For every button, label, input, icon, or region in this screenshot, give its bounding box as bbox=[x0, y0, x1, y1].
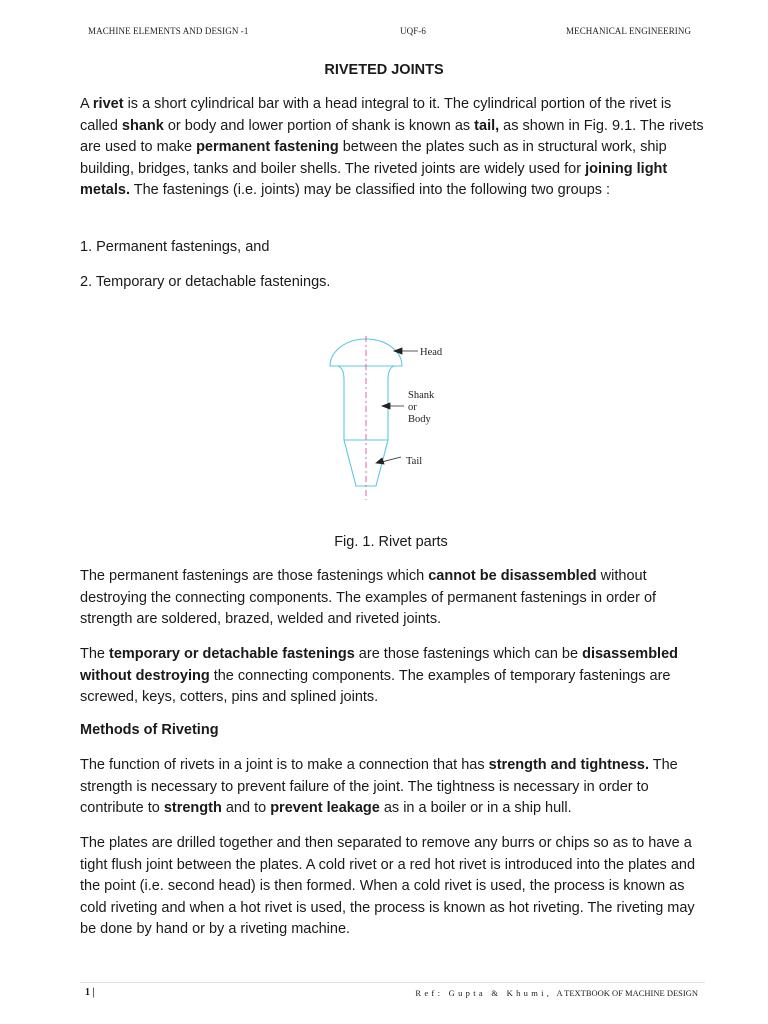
permanent-paragraph: The permanent fastenings are those fastenings which cannot be disassembled without destroying the connecting components. The examples of permanent fastenings in order of strength are soldered, brazed, welded and riveted joints. bbox=[80, 568, 657, 628]
label-or: or bbox=[408, 402, 417, 413]
header-center: UQF-6 bbox=[400, 26, 427, 36]
page-title: RIVETED JOINTS bbox=[324, 62, 444, 78]
label-body: Body bbox=[408, 414, 431, 425]
label-shank: Shank bbox=[408, 390, 435, 401]
label-tail: Tail bbox=[406, 456, 423, 467]
list-item: 2. Temporary or detachable fastenings. bbox=[80, 274, 331, 290]
footer-reference: Ref: Gupta & Khumi, A TEXTBOOK OF MACHINE DESIGN bbox=[415, 988, 698, 998]
header-right: MECHANICAL ENGINEERING bbox=[566, 26, 692, 36]
list-item: 1. Permanent fastenings, and bbox=[80, 239, 270, 255]
header-left: MACHINE ELEMENTS AND DESIGN -1 bbox=[88, 26, 249, 36]
rivet-shank-outline bbox=[338, 366, 394, 440]
rivet-figure bbox=[318, 330, 478, 510]
page-number: 1 | bbox=[85, 987, 95, 998]
temporary-paragraph: The temporary or detachable fastenings are those fastenings which can be disassembled without destroying the connecting components. The examples of temporary fastenings are screwed, keys, cotters, pins and splined joints. bbox=[80, 646, 679, 706]
footer-divider bbox=[80, 982, 705, 983]
figure-caption: Fig. 1. Rivet parts bbox=[334, 534, 448, 550]
intro-paragraph: A rivet is a short cylindrical bar with a head integral to it. The cylindrical portion of the rivet is called shank or body and lower portion of shank is known as tail, as shown in Fig. 9.1. The rivets are used to make permanent fastening between the plates such as in structural work, ship building, bridges, tanks and boiler shells. The riveted joints are widely used for joining light metals. The fastenings (i.e. joints) may be classified into the following two groups : bbox=[80, 96, 704, 199]
label-head: Head bbox=[420, 347, 443, 358]
function-paragraph: The function of rivets in a joint is to make a connection that has strength and tightness. The strength is necessary to prevent failure of the joint. The tightness is necessary in order to contribute to strength and to prevent leakage as in a boiler or in a ship hull. bbox=[80, 757, 678, 817]
process-paragraph: The plates are drilled together and then separated to remove any burrs or chips so as to have a tight flush joint between the plates. A cold rivet or a red hot rivet is introduced into the plates and the point (i.e. second head) is then formed. When a cold rivet is used, the process is known as cold riveting and when a hot rivet is used, the process is known as hot riveting. The riveting may be done by hand or by a riveting machine. bbox=[80, 835, 696, 938]
section-heading: Methods of Riveting bbox=[80, 722, 219, 738]
